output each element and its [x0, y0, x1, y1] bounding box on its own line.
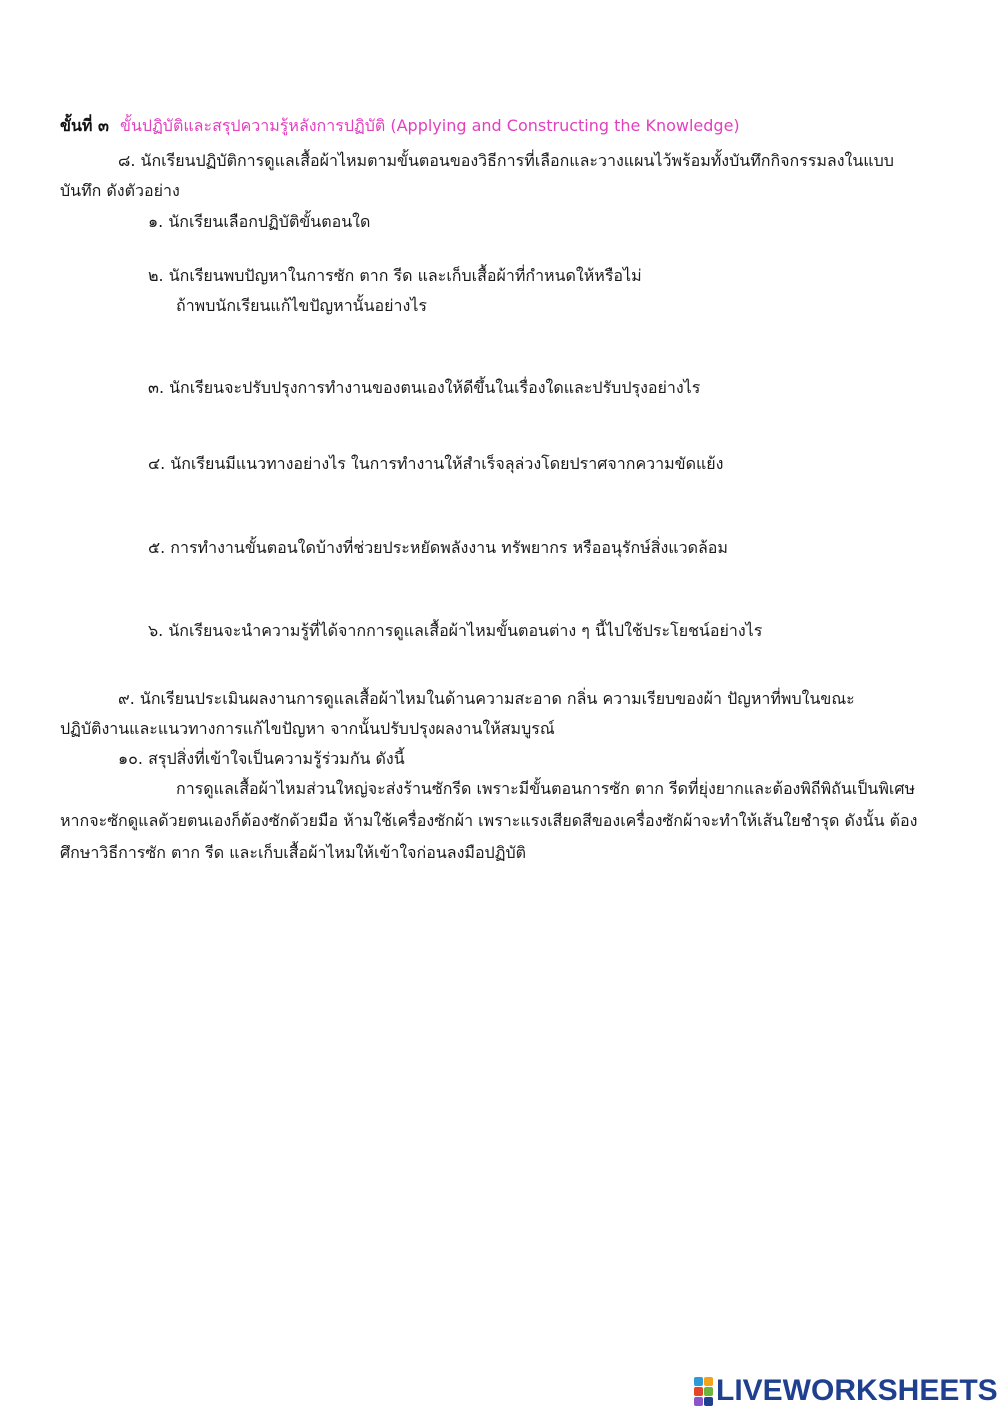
item-9-line-1: ๙. นักเรียนประเมินผลงานการดูแลเสื้อผ้าไหมในด้านความสะอาด กลิ่น ความเรียบของผ้า ปัญหาที่พบในขณะ [118, 689, 855, 708]
summary-paragraph-line-2: หากจะซักดูแลด้วยตนเองก็ต้องซักด้วยมือ ห้ามใช้เครื่องซักผ้า เพราะแรงเสียดสีของเครื่องซักผ้าจะทำให้เส้นใยชำรุด ดังนั้น ต้อง [60, 811, 918, 830]
question-5: ๕. การทำงานขั้นตอนใดบ้างที่ช่วยประหยัดพลังงาน ทรัพยากร หรืออนุรักษ์สิ่งแวดล้อม [148, 538, 728, 557]
liveworksheets-logo-icon [694, 1377, 713, 1406]
summary-paragraph-line-3: ศึกษาวิธีการซัก ตาก รีด และเก็บเสื้อผ้าไหมให้เข้าใจก่อนลงมือปฏิบัติ [60, 843, 526, 862]
question-2-line-2: ถ้าพบนักเรียนแก้ไขปัญหานั้นอย่างไร [176, 296, 427, 315]
item-9-line-2: ปฏิบัติงานและแนวทางการแก้ไขปัญหา จากนั้นปรับปรุงผลงานให้สมบูรณ์ [60, 719, 555, 738]
question-1: ๑. นักเรียนเลือกปฏิบัติขั้นตอนใด [148, 212, 371, 231]
summary-paragraph-line-1: การดูแลเสื้อผ้าไหมส่วนใหญ่จะส่งร้านซักรีด เพราะมีขั้นตอนการซัก ตาก รีดที่ยุ่งยากและต้องพิถีพิถันเป็นพิเศษ [176, 779, 916, 798]
question-2-line-1: ๒. นักเรียนพบปัญหาในการซัก ตาก รีด และเก็บเสื้อผ้าที่กำหนดให้หรือไม่ [148, 266, 642, 285]
question-6: ๖. นักเรียนจะนำความรู้ที่ได้จากการดูแลเสื้อผ้าไหมขั้นตอนต่าง ๆ นี้ไปใช้ประโยชน์อย่างไร [148, 621, 763, 640]
step-heading [60, 115, 740, 137]
question-3: ๓. นักเรียนจะปรับปรุงการทำงานของตนเองให้ดีขึ้นในเรื่องใดและปรับปรุงอย่างไร [148, 378, 701, 397]
logo-text: LIVEWORKSHEETS [716, 1374, 998, 1407]
step-title: ขั้นปฏิบัติและสรุปความรู้หลังการปฏิบัติ (Applying and Constructing the Knowledge) [120, 116, 740, 135]
liveworksheets-logo [694, 1374, 998, 1408]
item-10-line-1: ๑๐. สรุปสิ่งที่เข้าใจเป็นความรู้ร่วมกัน ดังนี้ [118, 749, 405, 768]
step-number: ขั้นที่ ๓ [60, 116, 109, 135]
item-8-line-2: บันทึก ดังตัวอย่าง [60, 181, 180, 200]
question-4: ๔. นักเรียนมีแนวทางอย่างไร ในการทำงานให้สำเร็จลุล่วงโดยปราศจากความขัดแย้ง [148, 454, 724, 473]
item-8-line-1: ๘. นักเรียนปฏิบัติการดูแลเสื้อผ้าไหมตามขั้นตอนของวิธีการที่เลือกและวางแผนไว้พร้อมทั้งบันทึกกิจกรรมลงในแบบ [118, 151, 894, 170]
